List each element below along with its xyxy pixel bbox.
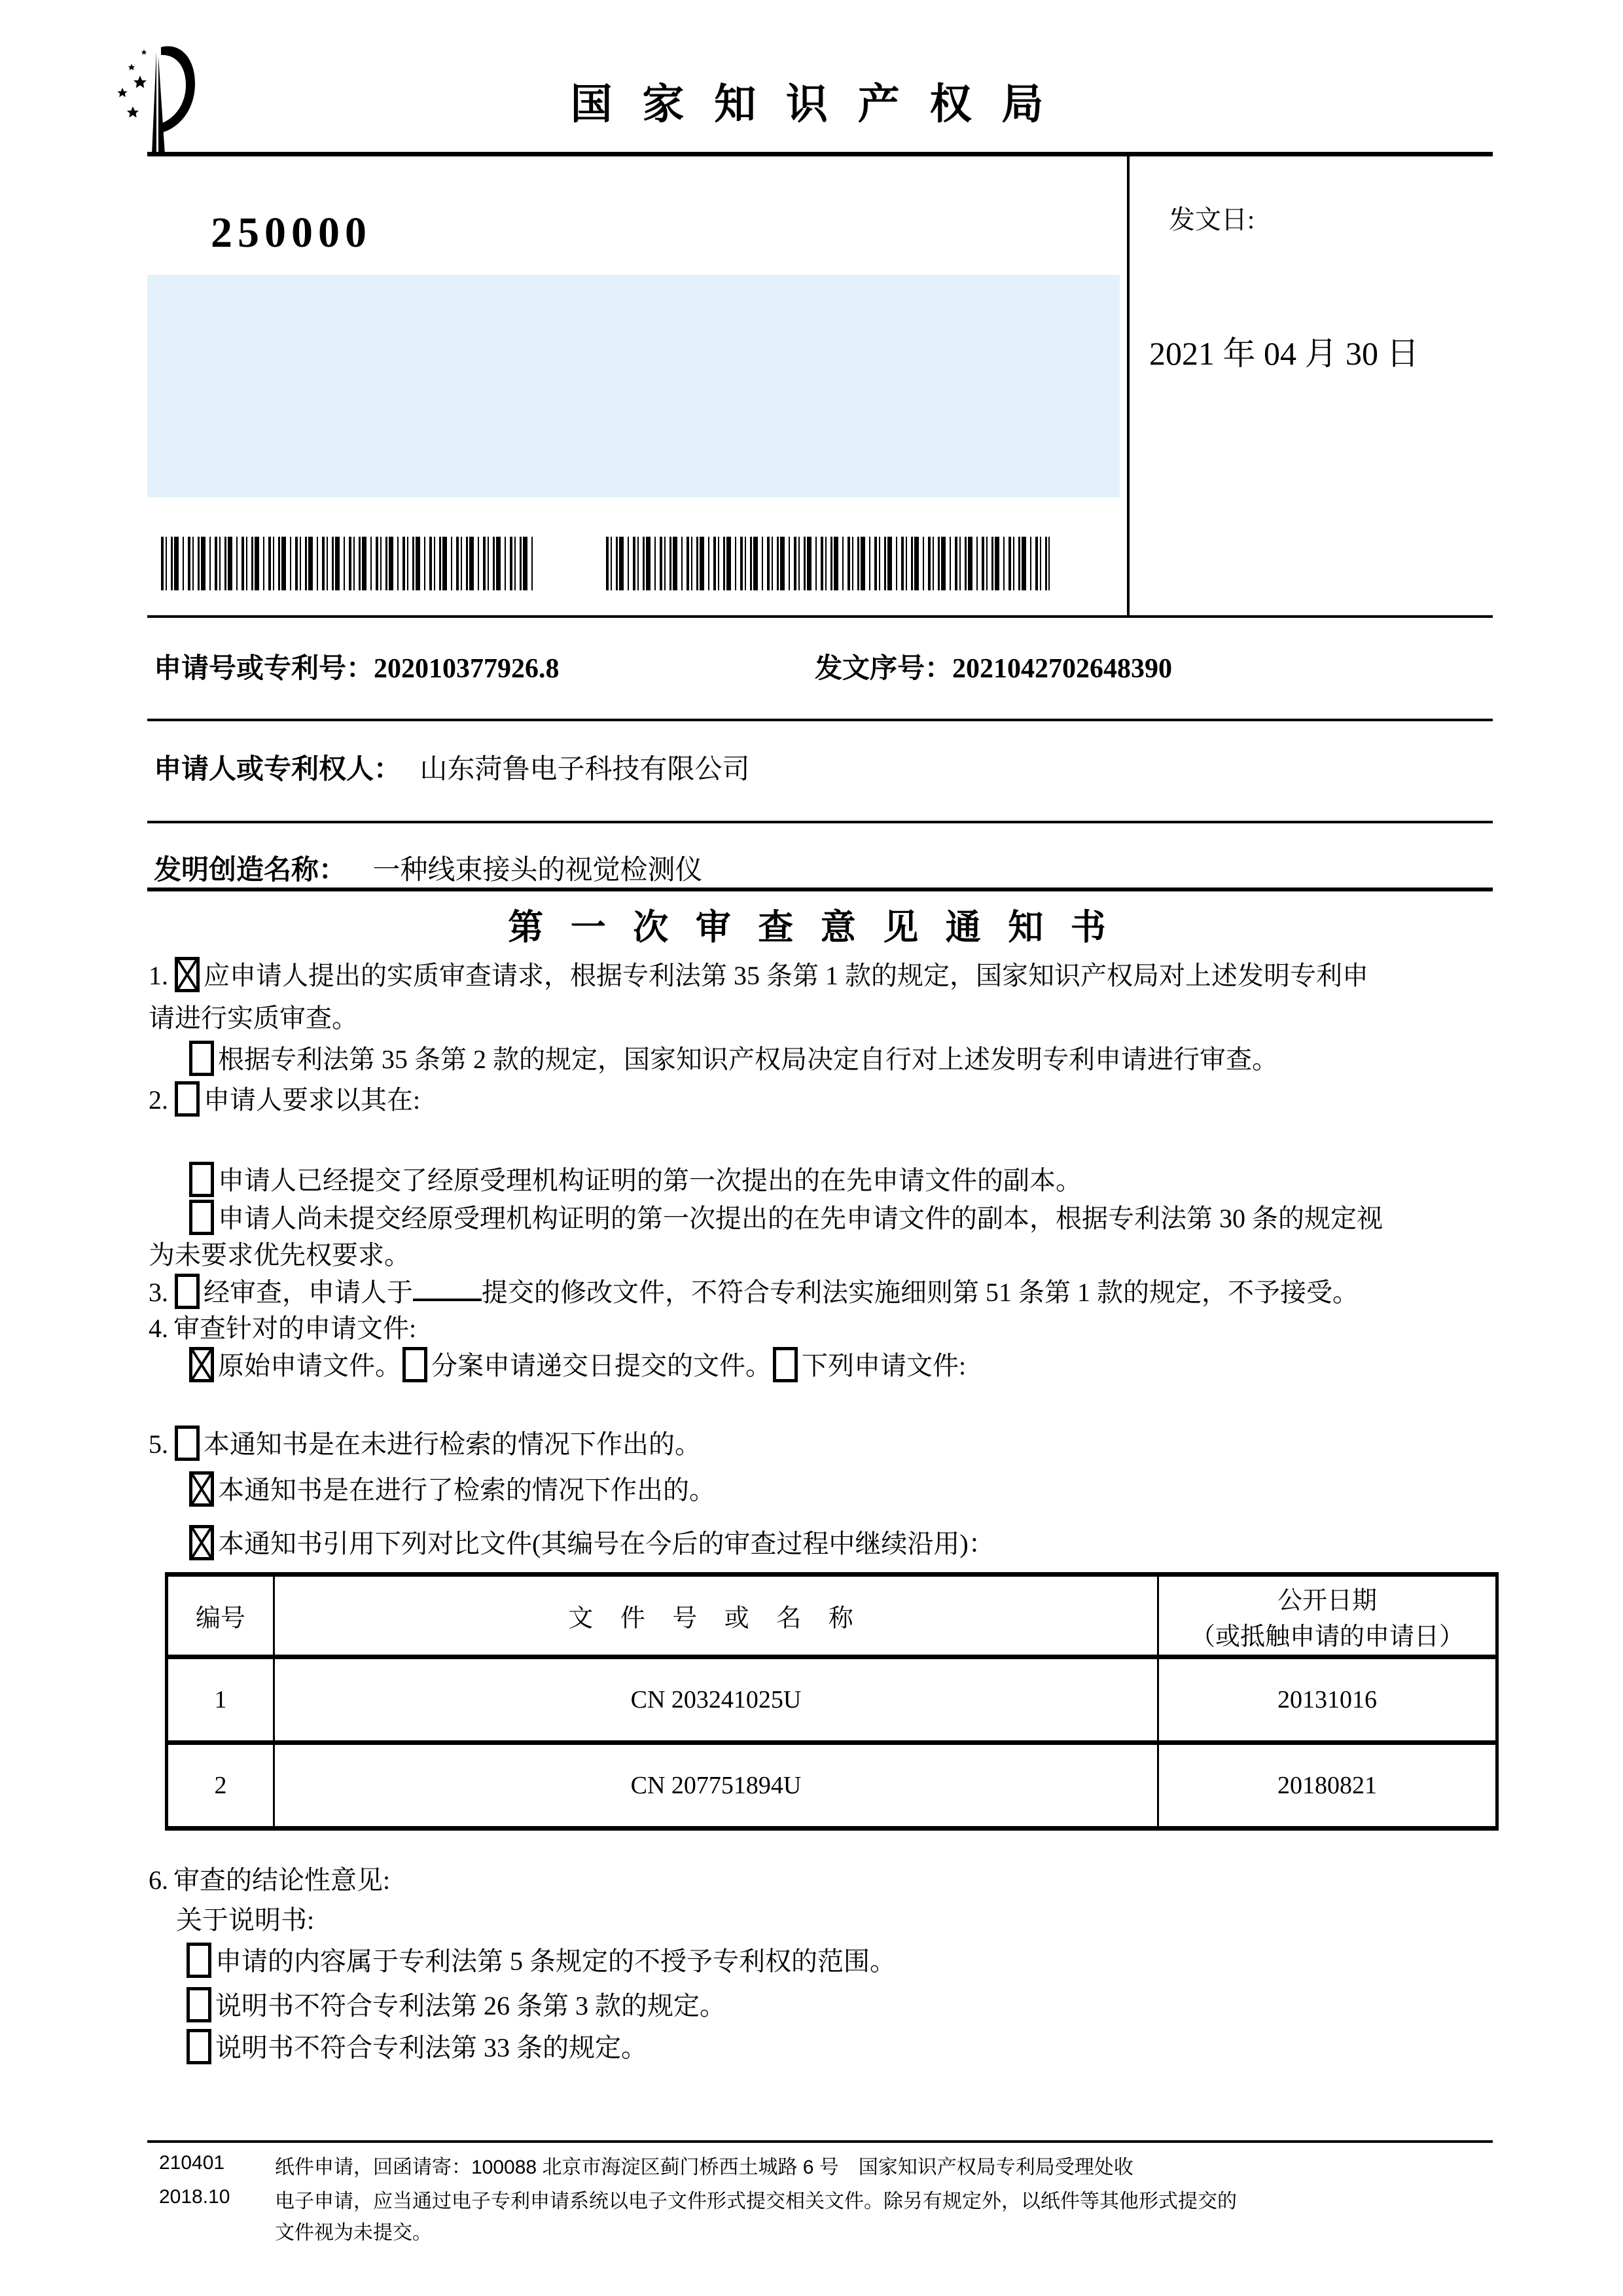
ref1-number: 1 xyxy=(167,1657,274,1743)
dispatch-panel-bottom-rule xyxy=(147,615,1493,618)
footer-line3: 文件视为未提交。 xyxy=(275,2222,432,2244)
ref1-document: CN 203241025U xyxy=(274,1657,1158,1743)
header-rule xyxy=(147,152,1493,156)
item1-number: 1. xyxy=(149,961,168,990)
col-header-document: 文 件 号 或 名 称 xyxy=(274,1575,1158,1657)
item2-number: 2. xyxy=(149,1085,168,1115)
item3-number: 3. xyxy=(149,1278,168,1307)
footer-line1: 纸件申请，回函请寄：100088 北京市海淀区蓟门桥西土城路 6 号 国家知识产权局专利局受理处收 xyxy=(275,2157,1133,2178)
item4-listed-checkbox xyxy=(773,1347,798,1382)
application-no-value: 202010377926.8 xyxy=(374,654,560,684)
item1-text1: 应申请人提出的实质审查请求，根据专利法第 35 条第 1 款的规定，国家知识产权局对上述发明专利申 xyxy=(204,961,1368,990)
serial-value: 2021042702648390 xyxy=(952,654,1173,684)
ref2-date: 20180821 xyxy=(1158,1743,1497,1829)
item2-text: 申请人要求以其在: xyxy=(204,1085,421,1115)
dispatch-date-label: 发文日: xyxy=(1169,205,1255,234)
item5-refs-line xyxy=(149,1525,1537,1562)
meta-rule-1 xyxy=(147,719,1493,721)
footer-form-version: 2018.10 xyxy=(159,2186,230,2208)
item5-no-search-text: 本通知书是在未进行检索的情况下作出的。 xyxy=(204,1429,701,1459)
spec-opt3-checkbox xyxy=(187,2029,211,2064)
priority-submitted-text: 申请人已经提交了经原受理机构证明的第一次提出的在先申请文件的副本。 xyxy=(218,1166,1082,1195)
item1-alt-checkbox xyxy=(189,1041,214,1076)
item6-number: 6. xyxy=(149,1865,168,1895)
item4-original-text: 原始申请文件。 xyxy=(218,1351,401,1380)
applicant-label: 申请人或专利权人： xyxy=(154,755,402,785)
item6-text: 审查的结论性意见: xyxy=(173,1865,391,1895)
item3-line xyxy=(149,1274,1498,1311)
invention-label: 发明创造名称： xyxy=(154,855,347,886)
dispatch-date-value: 2021 年 04 月 30 日 xyxy=(1149,335,1419,372)
item3-blank-underline xyxy=(413,1276,482,1301)
priority-not-submitted-checkbox xyxy=(189,1200,214,1235)
footer-line2: 电子申请，应当通过电子专利申请系统以电子文件形式提交相关文件。除另有规定外，以纸件等其他形式提交的 xyxy=(275,2191,1237,2212)
item1-line2 xyxy=(149,1000,1498,1037)
col-header-date-line1: 公开日期 xyxy=(1277,1587,1377,1615)
item4-options-line xyxy=(149,1347,1537,1384)
priority-not-submitted-line1 xyxy=(149,1200,1537,1237)
item2-line xyxy=(149,1081,1498,1119)
item4-text: 审查针对的申请文件: xyxy=(173,1314,417,1343)
serial-number-group xyxy=(815,647,1172,686)
table-row xyxy=(167,1657,1497,1743)
item3-checkbox xyxy=(175,1274,200,1309)
barcode-left-icon xyxy=(161,537,535,590)
spec-opt1-text: 申请的内容属于专利法第 5 条规定的不授予专利权的范围。 xyxy=(215,1946,896,1976)
item5-no-search-checkbox xyxy=(175,1426,200,1461)
item4-original-checkbox xyxy=(189,1347,214,1382)
dispatch-code-number: 250000 xyxy=(211,209,372,257)
spec-opt3-text: 说明书不符合专利法第 33 条的规定。 xyxy=(215,2033,647,2062)
item4-listed-text: 下列申请文件: xyxy=(802,1351,967,1380)
references-table-header-row xyxy=(167,1575,1497,1657)
col-header-date-line2: （或抵触申请的申请日） xyxy=(1190,1623,1464,1651)
meta-rule-2 xyxy=(147,821,1493,823)
footer-form-code: 210401 xyxy=(159,2152,225,2174)
invention-row xyxy=(154,848,1493,888)
item3-text-before: 经审查，申请人于 xyxy=(204,1278,413,1307)
item4-number: 4. xyxy=(149,1314,168,1343)
item4-divisional-checkbox xyxy=(402,1347,427,1382)
item5-search-checkbox xyxy=(189,1471,214,1507)
application-number-row xyxy=(154,647,1493,686)
item4-line xyxy=(149,1310,1498,1347)
item1-text2: 请进行实质审查。 xyxy=(149,1003,358,1033)
barcode-right-icon xyxy=(606,537,1050,590)
priority-not-submitted-line2 xyxy=(149,1237,1498,1274)
item3-text-after: 提交的修改文件，不符合专利法实施细则第 51 条第 1 款的规定，不予接受。 xyxy=(482,1278,1359,1307)
address-window-box xyxy=(147,275,1120,497)
item5-refs-checkbox xyxy=(189,1525,214,1560)
spec-opt2-line xyxy=(149,1987,1535,2024)
table-row xyxy=(167,1743,1497,1829)
applicant-name: 山东菏鲁电子科技有限公司 xyxy=(419,755,750,785)
item1-checkbox xyxy=(175,957,200,992)
priority-not-submitted-text2: 为未要求优先权要求。 xyxy=(149,1240,410,1270)
item6-line xyxy=(149,1862,1498,1899)
item5-refs-text: 本通知书引用下列对比文件(其编号在今后的审查过程中继续沿用)： xyxy=(218,1529,995,1558)
col-header-number: 编号 xyxy=(167,1575,274,1657)
spec-opt2-checkbox xyxy=(187,1987,211,2022)
priority-not-submitted-text1: 申请人尚未提交经原受理机构证明的第一次提出的在先申请文件的副本，根据专利法第 30 条的规定视 xyxy=(218,1204,1383,1233)
ref2-number: 2 xyxy=(167,1743,274,1829)
references-table xyxy=(165,1572,1499,1831)
item4-divisional-text: 分案申请递交日提交的文件。 xyxy=(431,1351,772,1380)
item1-alt-line xyxy=(149,1041,1537,1078)
spec-opt1-line xyxy=(149,1943,1535,1980)
invention-title: 一种线束接头的视觉检测仪 xyxy=(372,855,703,886)
ref1-date: 20131016 xyxy=(1158,1657,1497,1743)
item5-search-text: 本通知书是在进行了检索的情况下作出的。 xyxy=(218,1475,715,1505)
item5-no-search-line xyxy=(149,1426,1498,1463)
meta-rule-3 xyxy=(147,888,1493,891)
item5-search-line xyxy=(149,1471,1537,1509)
spec-heading-line xyxy=(149,1902,1525,1939)
spec-opt3-line xyxy=(149,2029,1535,2066)
agency-title: 国 家 知 识 产 权 局 xyxy=(570,81,1053,128)
col-header-date xyxy=(1158,1575,1497,1657)
item1-line1 xyxy=(149,957,1498,994)
spec-heading-text: 关于说明书: xyxy=(176,1905,315,1935)
item2-checkbox xyxy=(175,1081,200,1117)
priority-submitted-checkbox xyxy=(189,1162,214,1197)
serial-label: 发文序号： xyxy=(815,654,953,684)
dispatch-panel-divider xyxy=(1127,152,1130,618)
applicant-row xyxy=(154,747,1493,787)
application-no-label: 申请号或专利号： xyxy=(154,654,374,684)
spec-opt2-text: 说明书不符合专利法第 26 条第 3 款的规定。 xyxy=(215,1991,726,2020)
priority-submitted-line xyxy=(149,1162,1537,1199)
item1-alt-text: 根据专利法第 35 条第 2 款的规定，国家知识产权局决定自行对上述发明专利申请进行审查。 xyxy=(218,1045,1278,1074)
item5-number: 5. xyxy=(149,1429,168,1459)
notice-title: 第 一 次 审 查 意 见 通 知 书 xyxy=(508,908,1115,947)
footer-rule xyxy=(147,2140,1493,2143)
ref2-document: CN 207751894U xyxy=(274,1743,1158,1829)
spec-opt1-checkbox xyxy=(187,1943,211,1978)
